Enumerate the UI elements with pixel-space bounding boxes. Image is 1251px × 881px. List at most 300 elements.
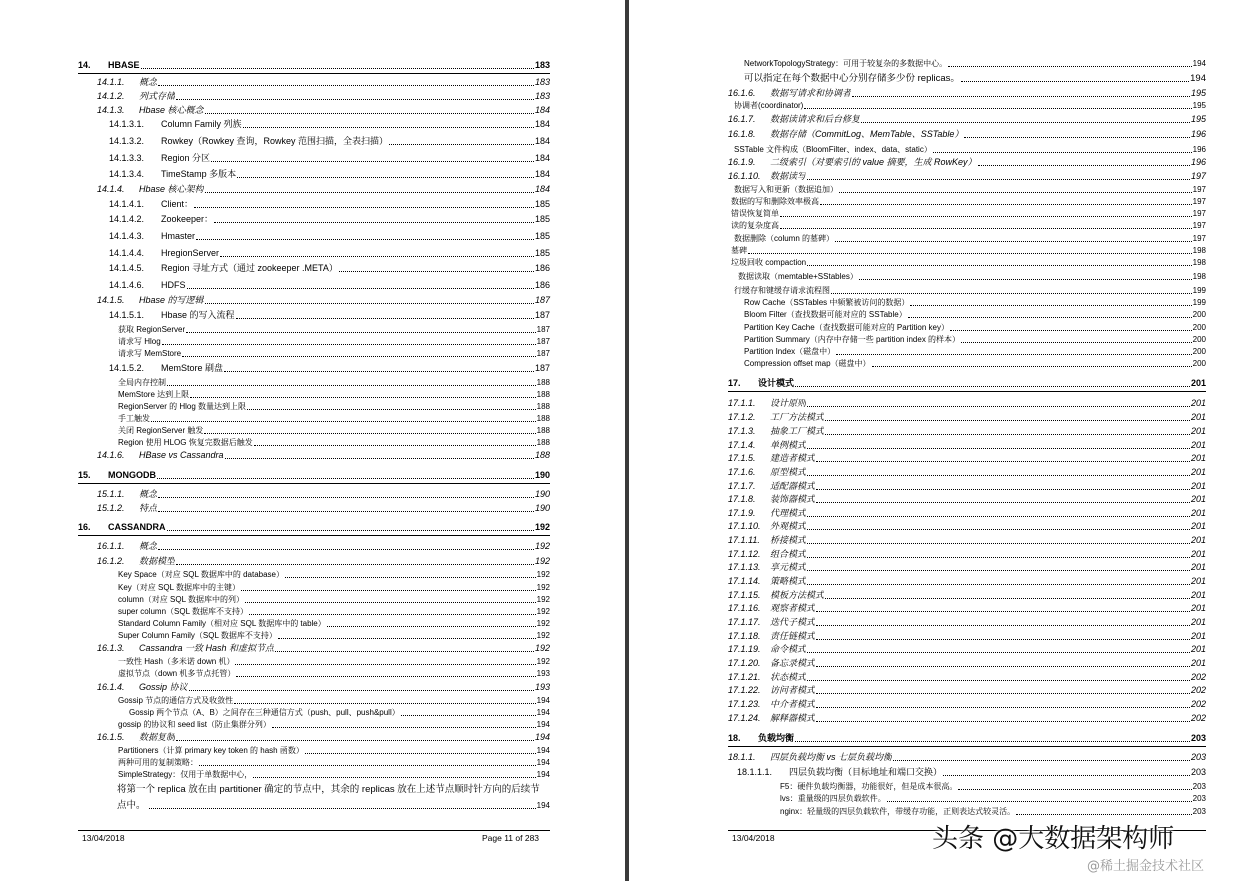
toc-section-number: 16.1.4.: [97, 682, 125, 692]
toc-entry[interactable]: [728, 508, 1206, 519]
toc-section-number: 15.1.1.: [97, 489, 125, 499]
toc-page-number: 201: [1190, 521, 1206, 531]
toc-title: 墓碑: [731, 246, 747, 255]
toc-page-number: 184: [534, 153, 550, 163]
toc-entry[interactable]: [728, 752, 1206, 763]
toc-entry[interactable]: [728, 144, 1206, 155]
toc-entry[interactable]: [78, 413, 550, 424]
toc-wrapped-line-2: 点中。: [117, 800, 146, 811]
toc-title: 关闭 RegionServer 触发: [118, 426, 204, 435]
toc-entry[interactable]: [728, 793, 1206, 804]
toc-page-number: 195: [1190, 114, 1206, 124]
dot-leader: [807, 542, 1190, 544]
toc-entry[interactable]: [78, 263, 550, 274]
toc-entry[interactable]: [78, 377, 550, 388]
toc-entry[interactable]: [728, 271, 1206, 282]
dot-leader: [816, 501, 1190, 503]
toc-title: 虚拟节点（down 机多节点托管）: [118, 669, 236, 678]
toc-entry[interactable]: [78, 769, 550, 780]
toc-entry[interactable]: [78, 556, 550, 567]
toc-page-number: 194: [536, 770, 550, 779]
toc-entry[interactable]: [78, 569, 550, 580]
toc-entry[interactable]: [728, 535, 1206, 546]
toc-entry[interactable]: [728, 494, 1206, 505]
toc-entry[interactable]: [78, 541, 550, 552]
toc-title: Rowkey（Rowkey 查询，Rowkey 范围扫描，全表扫描）: [161, 136, 389, 146]
toc-title: Column Family 列族: [161, 119, 242, 129]
toc-page-number: 194: [1190, 73, 1206, 84]
toc-title: 数据读写: [770, 171, 807, 181]
toc-page-number: 203: [1190, 767, 1206, 777]
toc-entry[interactable]: [78, 682, 550, 693]
toc-section-number: 14.1.3.: [97, 105, 125, 115]
dot-leader: [176, 739, 534, 741]
toc-entry[interactable]: [728, 481, 1206, 492]
toc-entry[interactable]: [728, 617, 1206, 628]
dot-leader: [247, 408, 536, 410]
toc-title: Hbase 的写逻辑: [139, 295, 204, 305]
toc-entry[interactable]: [728, 713, 1206, 724]
toc-page-number: 201: [1190, 426, 1206, 436]
toc-section-number: 14.1.5.2.: [109, 363, 145, 373]
toc-section-number: 17.1.5.: [728, 453, 756, 463]
dot-leader: [816, 706, 1190, 708]
toc-page-number: 203: [1190, 733, 1206, 743]
dot-leader: [825, 597, 1190, 599]
toc-page-number: 196: [1190, 129, 1206, 139]
dot-leader: [275, 650, 534, 652]
dot-leader: [1016, 813, 1192, 815]
toc-page-number: 197: [1192, 209, 1206, 218]
dot-leader: [141, 67, 534, 69]
toc-entry[interactable]: [728, 453, 1206, 464]
toc-entry[interactable]: [78, 363, 550, 374]
toc-title: 列式存储: [139, 91, 176, 101]
toc-entry[interactable]: [78, 169, 550, 180]
toc-entry[interactable]: [78, 489, 550, 500]
dot-leader: [158, 496, 534, 498]
toc-page-number: 203: [1190, 752, 1206, 762]
toc-title: 适配器模式: [770, 481, 816, 491]
toc-section-number: 14.1.5.: [97, 295, 125, 305]
toc-title: 组合模式: [770, 549, 807, 559]
toc-entry[interactable]: [78, 324, 550, 335]
dot-leader: [254, 444, 536, 446]
toc-title: 享元模式: [770, 562, 807, 572]
toc-title: 四层负载均衡 vs 七层负载均衡: [770, 752, 893, 762]
dot-leader: [958, 788, 1191, 790]
toc-title: 状态模式: [770, 672, 807, 682]
dot-leader: [236, 317, 534, 319]
toc-entry[interactable]: [78, 280, 550, 291]
toc-page-number: 188: [536, 390, 550, 399]
dot-leader: [831, 292, 1192, 294]
toc-title: Gossip 两个节点（A、B）之间存在三种通信方式（push、pull、push&pull）: [129, 708, 400, 717]
toc-entry[interactable]: [78, 582, 550, 593]
toc-title: 错误恢复简单: [731, 209, 779, 218]
toc-entry[interactable]: [728, 358, 1206, 369]
toc-entry[interactable]: [78, 184, 550, 195]
toc-entry[interactable]: [78, 594, 550, 605]
toc-entry[interactable]: [78, 437, 550, 448]
toc-section-number: 17.1.12.: [728, 549, 761, 559]
toc-title: Gossip 协议: [139, 682, 188, 692]
toc-section-number: 14.1.2.: [97, 91, 125, 101]
toc-page-number: 200: [1192, 359, 1206, 368]
toc-title: lvs：重量级的四层负载软件。: [780, 794, 886, 803]
toc-page-number: 185: [534, 214, 550, 224]
toc-entry[interactable]: [78, 336, 550, 347]
toc-title: 桥接模式: [770, 535, 807, 545]
toc-entry[interactable]: [78, 757, 550, 768]
toc-section-number: 14.1.3.1.: [109, 119, 145, 129]
toc-entry[interactable]: [78, 295, 550, 306]
toc-entry[interactable]: [728, 685, 1206, 696]
dot-leader: [948, 65, 1191, 67]
toc-entry[interactable]: [728, 467, 1206, 478]
toc-title: 解释器模式: [770, 713, 816, 723]
toc-entry[interactable]: [728, 426, 1206, 437]
toc-title: CASSANDRA: [108, 522, 166, 532]
toc-section-number: 17.1.23.: [728, 699, 761, 709]
toc-entry[interactable]: [728, 184, 1206, 195]
dot-leader: [327, 625, 536, 627]
toc-title: Region 使用 HLOG 恢复完数据后触发: [118, 438, 253, 447]
toc-title: RegionServer 的 Hlog 数量达到上限: [118, 402, 247, 411]
toc-entry[interactable]: [728, 322, 1206, 333]
toc-section-number: 14.1.6.: [97, 450, 125, 460]
toc-entry[interactable]: [728, 576, 1206, 587]
toc-section-number: 14.1.4.: [97, 184, 125, 194]
toc-entry[interactable]: [78, 656, 550, 667]
toc-page-number: 201: [1190, 603, 1206, 613]
toc-entry[interactable]: [78, 401, 550, 412]
toc-entry[interactable]: [728, 88, 1206, 99]
dot-leader: [236, 675, 535, 677]
toc-entry[interactable]: [78, 695, 550, 706]
toc-section-number: 17.1.16.: [728, 603, 761, 613]
dot-leader: [807, 447, 1190, 449]
toc-entry[interactable]: [728, 285, 1206, 296]
toc-title: 两种可用的复制策略：: [118, 758, 198, 767]
toc-entry[interactable]: [78, 153, 550, 164]
dot-leader: [961, 341, 1192, 343]
dot-leader: [807, 264, 1192, 266]
toc-entry[interactable]: [78, 248, 550, 259]
toc-title: Client：: [161, 199, 194, 209]
toc-page-number: 187: [536, 337, 550, 346]
toc-page-number: 194: [536, 758, 550, 767]
toc-entry[interactable]: [78, 389, 550, 400]
toc-entry[interactable]: [728, 334, 1206, 345]
toc-entry[interactable]: [78, 606, 550, 617]
toc-entry[interactable]: [728, 590, 1206, 601]
toc-entry[interactable]: [728, 398, 1206, 409]
toc-section-number: 18.1.1.1.: [737, 767, 773, 777]
toc-entry[interactable]: [78, 503, 550, 514]
toc-page-number: 202: [1190, 685, 1206, 695]
toc-entry[interactable]: [78, 91, 550, 102]
dot-leader: [852, 95, 1190, 97]
toc-entry[interactable]: [78, 630, 550, 641]
toc-entry[interactable]: [728, 245, 1206, 256]
toc-entry[interactable]: [728, 129, 1206, 140]
toc-entry[interactable]: [78, 119, 550, 130]
toc-title: 特点: [139, 503, 158, 513]
toc-page-number: 198: [1192, 246, 1206, 255]
toc-page-number: 201: [1190, 494, 1206, 504]
dot-leader: [872, 365, 1192, 367]
toc-title: SimpleStrategy：仅用于单数据中心，: [118, 770, 253, 779]
toc-title: 工厂方法模式: [770, 412, 825, 422]
toc-page-number: 202: [1190, 672, 1206, 682]
dot-leader: [807, 556, 1190, 558]
dot-leader: [825, 433, 1190, 435]
toc-entry[interactable]: [78, 450, 550, 461]
dot-leader: [272, 726, 536, 728]
toc-entry[interactable]: [728, 297, 1206, 308]
toc-page-number: 203: [1192, 807, 1206, 816]
toc-section-number: 17.1.21.: [728, 672, 761, 682]
toc-section-number: 18.1.1.: [728, 752, 756, 762]
toc-title: 数据读取（memtable+SStables）: [738, 272, 858, 281]
toc-entry[interactable]: [728, 644, 1206, 655]
dot-leader: [224, 370, 534, 372]
toc-title: Region 分区: [161, 153, 211, 163]
dot-leader: [748, 252, 1192, 254]
toc-page-number: 200: [1192, 323, 1206, 332]
toc-title: HregionServer: [161, 248, 220, 258]
dot-leader: [151, 420, 536, 422]
toc-title: 数据复制: [139, 732, 176, 742]
toc-entry[interactable]: [78, 719, 550, 730]
toc-entry[interactable]: [78, 214, 550, 225]
toc-entry[interactable]: [78, 310, 550, 321]
toc-entry[interactable]: [78, 199, 550, 210]
toc-entry[interactable]: [728, 658, 1206, 669]
toc-page-number: 201: [1190, 631, 1206, 641]
toc-title: 数据的写和删除效率极高: [731, 197, 819, 206]
footer-page-number: Page 11 of 283: [482, 833, 540, 843]
toc-title: 四层负载均衡（目标地址和端口交换）: [789, 767, 943, 777]
toc-entry[interactable]: [728, 412, 1206, 423]
toc-entry[interactable]: [78, 425, 550, 436]
dot-leader: [245, 601, 536, 603]
toc-title: 概念: [139, 541, 158, 551]
toc-title: 单例模式: [770, 440, 807, 450]
toc-section-number: 17.1.11.: [728, 535, 760, 545]
toc-section-number: 17.1.3.: [728, 426, 756, 436]
toc-page-number: 196: [1192, 145, 1206, 154]
toc-page-number: 192: [536, 595, 550, 604]
toc-title: MemStore 达到上限: [118, 390, 190, 399]
dot-leader: [234, 702, 536, 704]
toc-entry[interactable]: [728, 220, 1206, 231]
toc-entry[interactable]: [78, 136, 550, 147]
toc-entry[interactable]: [728, 309, 1206, 320]
toc-title: Partition Summary（内存中存储一些 partition index 的样本）: [744, 335, 961, 344]
toc-entry[interactable]: [728, 733, 1206, 747]
toc-title: 抽象工厂模式: [770, 426, 825, 436]
toc-entry[interactable]: [728, 100, 1206, 111]
toc-page-number: 199: [1192, 286, 1206, 295]
toc-entry[interactable]: [728, 257, 1206, 268]
toc-title: 请求写 Hlog: [118, 337, 161, 346]
toc-page-number: 201: [1190, 378, 1206, 388]
toc-page-number: 197: [1192, 185, 1206, 194]
toc-page-number: 187: [536, 325, 550, 334]
toc-entry[interactable]: [728, 699, 1206, 710]
toc-entry[interactable]: [728, 233, 1206, 244]
toc-page-number: 201: [1190, 590, 1206, 600]
toc-title: 手工触发: [118, 414, 150, 423]
toc-entry[interactable]: [78, 618, 550, 629]
toc-page-number: 194: [536, 696, 550, 705]
dot-leader: [807, 679, 1190, 681]
toc-page-number: 201: [1190, 644, 1206, 654]
toc-entry[interactable]: [728, 171, 1206, 182]
toc-entry[interactable]: [728, 521, 1206, 532]
toc-page-number: 201: [1190, 658, 1206, 668]
dot-leader: [389, 143, 534, 145]
toc-section-number: 17.1.22.: [728, 685, 761, 695]
toc-page-number: 202: [1190, 713, 1206, 723]
toc-page-number: 193: [536, 669, 550, 678]
toc-title: 中介者模式: [770, 699, 816, 709]
toc-page-number: 192: [534, 556, 550, 566]
toc-section-number: 15.: [78, 470, 91, 480]
watermark-subtext: @稀土掘金技术社区: [1087, 859, 1205, 874]
toc-section-number: 17.1.10.: [728, 521, 761, 531]
toc-entry[interactable]: [728, 440, 1206, 451]
dot-leader: [816, 488, 1190, 490]
toc-entry[interactable]: [78, 668, 550, 679]
toc-entry[interactable]: [728, 346, 1206, 357]
toc-page-number: 192: [536, 631, 550, 640]
toc-entry[interactable]: [78, 60, 550, 74]
toc-entry[interactable]: [78, 348, 550, 359]
dot-leader: [189, 689, 534, 691]
toc-title: 迭代子模式: [770, 617, 816, 627]
dot-leader: [807, 515, 1190, 517]
toc-entry[interactable]: [728, 781, 1206, 792]
toc-title: 数据读请求和后台修复: [770, 114, 861, 124]
toc-title: Partitioners（计算 primary key token 的 hash 函数）: [118, 746, 304, 755]
toc-title: 代理模式: [770, 508, 807, 518]
toc-title: 访问者模式: [770, 685, 816, 695]
toc-title: 建造者模式: [770, 453, 816, 463]
toc-entry[interactable]: [78, 732, 550, 743]
toc-entry[interactable]: [728, 631, 1206, 642]
toc-entry[interactable]: [728, 73, 1206, 84]
dot-leader: [205, 112, 534, 114]
toc-entry[interactable]: [78, 707, 550, 718]
toc-section-number: 17.1.24.: [728, 713, 761, 723]
toc-entry[interactable]: [78, 522, 550, 536]
dot-leader: [816, 638, 1190, 640]
toc-title: 装饰器模式: [770, 494, 816, 504]
toc-title: 请求写 MemStore: [118, 349, 182, 358]
toc-section-number: 17.1.9.: [728, 508, 756, 518]
toc-page-number: 192: [536, 570, 550, 579]
dot-leader: [807, 569, 1190, 571]
toc-entry[interactable]: [728, 603, 1206, 614]
toc-title: 协调者(coordinator): [734, 101, 804, 110]
toc-page-number: 201: [1190, 535, 1206, 545]
toc-entry[interactable]: [728, 114, 1206, 125]
toc-entry[interactable]: [78, 77, 550, 88]
toc-page-number: 197: [1190, 171, 1206, 181]
toc-entry[interactable]: [78, 745, 550, 756]
toc-section-number: 17.1.14.: [728, 576, 761, 586]
footer-date: 13/04/2018: [82, 833, 125, 843]
toc-section-number: 16.1.9.: [728, 157, 756, 167]
toc-section-number: 16.1.5.: [97, 732, 125, 742]
toc-section-number: 16.1.10.: [728, 171, 761, 181]
toc-entry[interactable]: [728, 378, 1206, 392]
toc-section-number: 14.1.3.4.: [109, 169, 145, 179]
toc-section-number: 17.1.13.: [728, 562, 761, 572]
toc-entry[interactable]: [728, 562, 1206, 573]
toc-page-number: 192: [534, 541, 550, 551]
toc-entry[interactable]: [728, 58, 1206, 69]
toc-page-number: 184: [534, 105, 550, 115]
dot-leader: [807, 178, 1190, 180]
toc-entry[interactable]: [728, 196, 1206, 207]
toc-title: Row Cache（SSTables 中频繁被访问的数据）: [744, 298, 910, 307]
dot-leader: [887, 800, 1192, 802]
toc-entry[interactable]: [728, 549, 1206, 560]
toc-page-number: 192: [536, 607, 550, 616]
dot-leader: [978, 164, 1190, 166]
toc-page-number: 193: [534, 682, 550, 692]
toc-page-number: 188: [536, 438, 550, 447]
toc-title: 原型模式: [770, 467, 807, 477]
toc-title: Partition Key Cache（查找数据可能对应的 Partition key）: [744, 323, 949, 332]
toc-entry[interactable]: [728, 806, 1206, 817]
toc-entry[interactable]: [78, 643, 550, 654]
toc-page-number: 195: [1192, 101, 1206, 110]
dot-leader: [961, 80, 1189, 82]
toc-entry[interactable]: [78, 105, 550, 116]
toc-title: Region 寻址方式（通过 zookeeper .META）: [161, 263, 338, 273]
toc-title: 数据模型: [139, 556, 176, 566]
toc-page-number: 183: [534, 60, 550, 70]
dot-leader: [401, 714, 536, 716]
toc-entry[interactable]: [728, 672, 1206, 683]
dot-leader: [807, 651, 1190, 653]
toc-page-number: 201: [1190, 508, 1206, 518]
toc-title: 概念: [139, 77, 158, 87]
dot-leader: [237, 176, 534, 178]
dot-leader: [964, 136, 1190, 138]
toc-section-number: 15.1.2.: [97, 503, 125, 513]
toc-entry[interactable]: [728, 767, 1206, 778]
toc-title: Bloom Filter（查找数据可能对应的 SSTable）: [744, 310, 907, 319]
toc-page-number: 186: [534, 263, 550, 273]
toc-entry[interactable]: [728, 157, 1206, 168]
toc-title: 外观模式: [770, 521, 807, 531]
toc-title: 负载均衡: [758, 733, 795, 743]
toc-entry[interactable]: [728, 208, 1206, 219]
toc-page-number: 194: [536, 801, 550, 810]
dot-leader: [149, 807, 536, 809]
toc-entry[interactable]: [78, 470, 550, 484]
toc-title: MONGODB: [108, 470, 156, 480]
toc-title: 读的复杂度高: [731, 221, 779, 230]
toc-entry[interactable]: [78, 231, 550, 242]
toc-page-number: 194: [536, 746, 550, 755]
